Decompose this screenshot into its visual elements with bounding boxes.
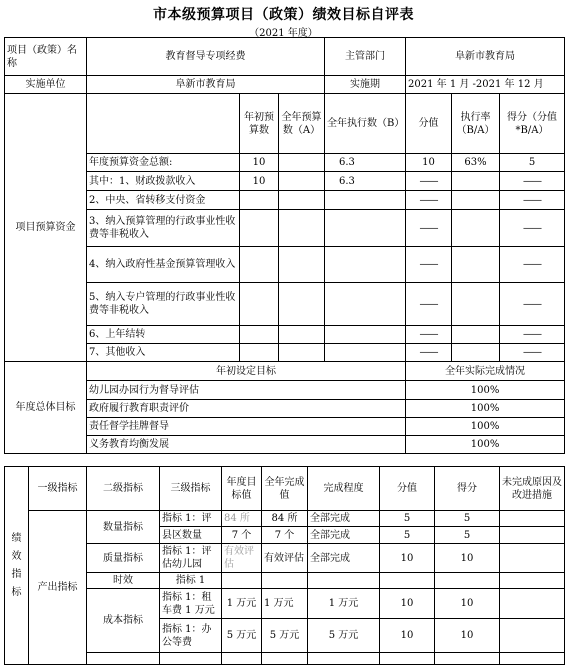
table-row: 质量指标 指标 1：评估幼儿园 有效评估 有效评估 全部完成 10 10 <box>5 544 565 573</box>
list-item: 幼儿园办园行为督导评估 100% <box>5 381 565 400</box>
list-item: 政府履行教育职责评价 100% <box>5 400 565 418</box>
period-label: 实施期 <box>325 76 406 94</box>
funds-header-row <box>5 94 565 154</box>
table-row: 6、上年结转 —— —— <box>5 326 565 344</box>
col-l2: 二级指标 <box>87 467 160 511</box>
table-row: 指标 1：办公等费 5 万元 5 万元 5 万元 10 10 <box>5 619 565 653</box>
col-rate: 执行率（B/A） <box>452 94 500 154</box>
project-row <box>5 38 565 76</box>
project-value: 教育督导专项经费 <box>87 38 325 76</box>
list-item: 责任督学挂牌督导 100% <box>5 418 565 436</box>
col-target: 年度目标值 <box>222 467 262 511</box>
table-row: 县区数量 7 个 7 个 全部完成 5 5 <box>5 527 565 544</box>
table-row: 其中：1、财政拨款收入 10 6.3 —— —— <box>5 172 565 191</box>
l1-output: 产出指标 <box>29 511 87 665</box>
col-actual: 全年完成值 <box>262 467 308 511</box>
col-reason: 未完成原因及改进措施 <box>500 467 565 511</box>
table-row <box>5 653 565 665</box>
table-row: 2、中央、省转移支付资金 —— —— <box>5 191 565 210</box>
perf-header-row <box>5 467 565 511</box>
table-row: 年度预算资金总额: 10 6.3 10 63% 5 <box>5 154 565 172</box>
goals-section-label: 年度总体目标 <box>5 362 87 454</box>
unit-row <box>5 76 565 94</box>
col-full: 全年预算数（A） <box>279 94 325 154</box>
funds-section-label: 项目预算资金 <box>5 94 87 362</box>
col-goal-actual: 全年实际完成情况 <box>406 362 565 381</box>
page-subtitle: （2021 年度） <box>249 28 318 39</box>
perf-section-label: 绩效指标 <box>5 467 29 665</box>
table-row: 3、纳入预算管理的行政事业性收费等非税收入 —— —— <box>5 210 565 247</box>
unit-label: 实施单位 <box>5 76 87 94</box>
col-perf-points: 得分 <box>435 467 500 511</box>
col-score: 分值 <box>406 94 452 154</box>
unit-value: 阜新市教育局 <box>87 76 325 94</box>
page-title: 市本级预算项目（政策）绩效目标自评表 <box>153 7 414 23</box>
dept-value: 阜新市教育局 <box>406 38 565 76</box>
goals-header-row <box>5 362 565 381</box>
table-row: 时效 指标 1 <box>5 573 565 589</box>
list-item: 义务教育均衡发展 100% <box>5 436 565 454</box>
table-row: 5、纳入专户管理的行政事业性收费等非税收入 —— —— <box>5 283 565 326</box>
col-l1: 一级指标 <box>29 467 87 511</box>
col-initial: 年初预算数 <box>240 94 279 154</box>
col-exec: 全年执行数（B） <box>325 94 406 154</box>
table-row: 7、其他收入 —— —— <box>5 344 565 362</box>
evaluation-table <box>4 37 565 454</box>
period-value: 2021 年 1 月 -2021 年 12 月 <box>406 76 565 94</box>
col-goal-target: 年初设定目标 <box>87 362 406 381</box>
table-row: 产出指标 数量指标 指标 1：评 84 所 84 所 全部完成 5 5 <box>5 511 565 527</box>
col-l3: 三级指标 <box>160 467 222 511</box>
col-perf-score: 分值 <box>380 467 435 511</box>
col-points: 得分（分值*B/A） <box>500 94 565 154</box>
table-row: 成本指标 指标 1：租车费 1 万元 1 万元 1 万元 1 万元 10 10 <box>5 589 565 619</box>
col-degree: 完成程度 <box>308 467 380 511</box>
performance-table <box>4 466 565 665</box>
project-label: 项目（政策）名称 <box>5 38 87 76</box>
table-row: 4、纳入政府性基金预算管理收入 —— —— <box>5 247 565 283</box>
dept-label: 主管部门 <box>325 38 406 76</box>
